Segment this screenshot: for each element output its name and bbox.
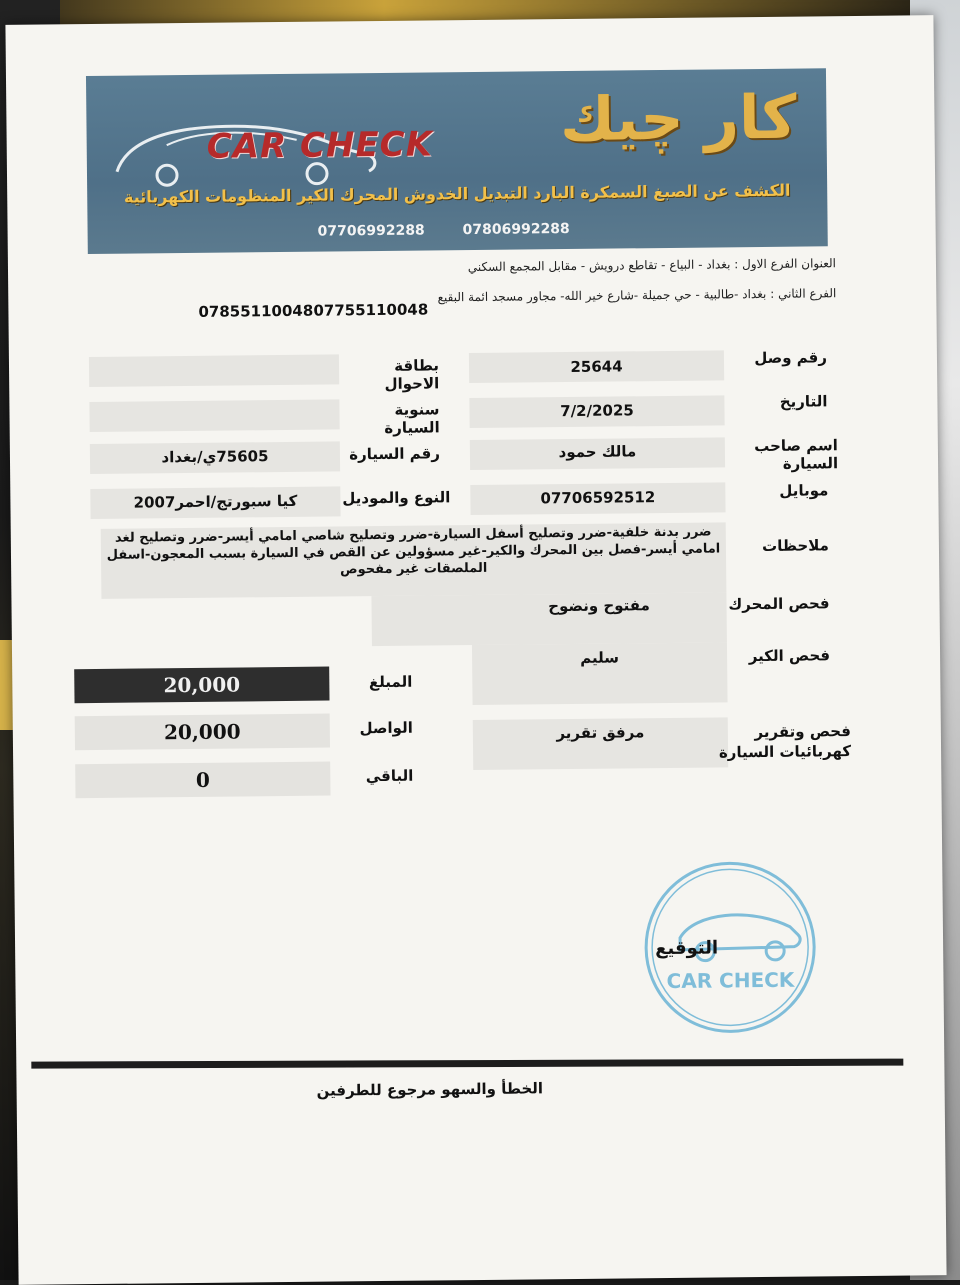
- address-line-2: الفرع الثاني : بغداد -طالبية - حي جميلة -شارع خير الله- مجاور مسجد ائمة البقيع: [437, 286, 837, 305]
- banner-phone-2: 07806992288: [462, 220, 570, 239]
- services-list: الكشف عن الصبغ السمكرة البارد التبديل الخدوش المحرك الكير المنظومات الكهربائية: [123, 180, 791, 207]
- signature-label: التوقيع: [655, 937, 719, 960]
- receipt-no-value: 25644: [570, 357, 623, 376]
- id-card-label: بطاقة الاحوال: [384, 356, 440, 393]
- total-label: المبلغ: [368, 672, 413, 692]
- banner-phones: [88, 218, 828, 240]
- banner-phone-1: 07706992288: [317, 222, 425, 240]
- remaining-amount: 0: [75, 762, 330, 799]
- paid-label: الواصل: [359, 718, 413, 738]
- owner-value: مالك حمود: [558, 442, 637, 462]
- car-year-box: [89, 399, 339, 432]
- owner-label: اسم صاحب السيارة: [754, 436, 839, 473]
- stamp-text: CAR CHECK: [666, 967, 795, 994]
- notes-value: ضرر بدنة خلفية-ضرر وتصليح أسفل السيارة-ضرر وتصليح شاصي امامي أيسر-ضرر وتصليح لغد امامي أيسر-فصل بين المحرك والكير-غير مسؤولين عن القص في السيارة بسبب المعجون-اسفل الملصقات غير مفحوص: [106, 524, 721, 578]
- address-line-1: العنوان الفرع الاول : بغداد - البياع - تقاطع درويش - مقابل المجمع السكني: [467, 256, 837, 275]
- plate-label: رقم السيارة: [349, 444, 441, 464]
- gear-label: فحص الكير: [748, 646, 831, 666]
- receipt-no-label: رقم وصل: [754, 348, 828, 368]
- header-banner: [86, 68, 828, 254]
- engine-label: فحص المحرك: [728, 594, 830, 614]
- brand-title-arabic: كار چيك: [559, 82, 797, 156]
- notes-label: ملاحظات: [762, 536, 830, 555]
- date-label: التاريخ: [779, 392, 828, 411]
- id-card-box: [89, 354, 339, 387]
- car-year-label: سنوية السيارة: [384, 400, 440, 437]
- electric-value: مرفق تقرير: [556, 723, 645, 743]
- branch-phone-a: 07855110048: [198, 301, 314, 321]
- engine-value: مفتوح ونضوح: [548, 596, 650, 616]
- gear-value: سليم: [580, 648, 620, 667]
- date-value: 7/2/2025: [560, 401, 634, 421]
- plate-value: 75605ي/بغداد: [161, 447, 269, 467]
- footer-note: الخطأ والسهو مرجوع للطرفين: [316, 1079, 544, 1100]
- paid-amount: 20,000: [75, 714, 330, 751]
- logo-text: CAR CHECK: [206, 124, 434, 167]
- model-label: النوع والموديل: [342, 488, 451, 508]
- electric-label: فحص وتقرير كهربائيات السيارة: [718, 722, 852, 762]
- receipt-paper: [5, 15, 946, 1285]
- total-amount: 20,000: [74, 667, 329, 704]
- branch-phone-b: 07755110048: [313, 300, 429, 320]
- mobile-label: موبايل: [779, 481, 829, 500]
- mobile-value: 07706592512: [540, 488, 656, 508]
- footer-divider: [31, 1059, 903, 1069]
- model-value: كيا سبورتج/احمر2007: [133, 491, 298, 512]
- remaining-label: الباقي: [365, 766, 414, 786]
